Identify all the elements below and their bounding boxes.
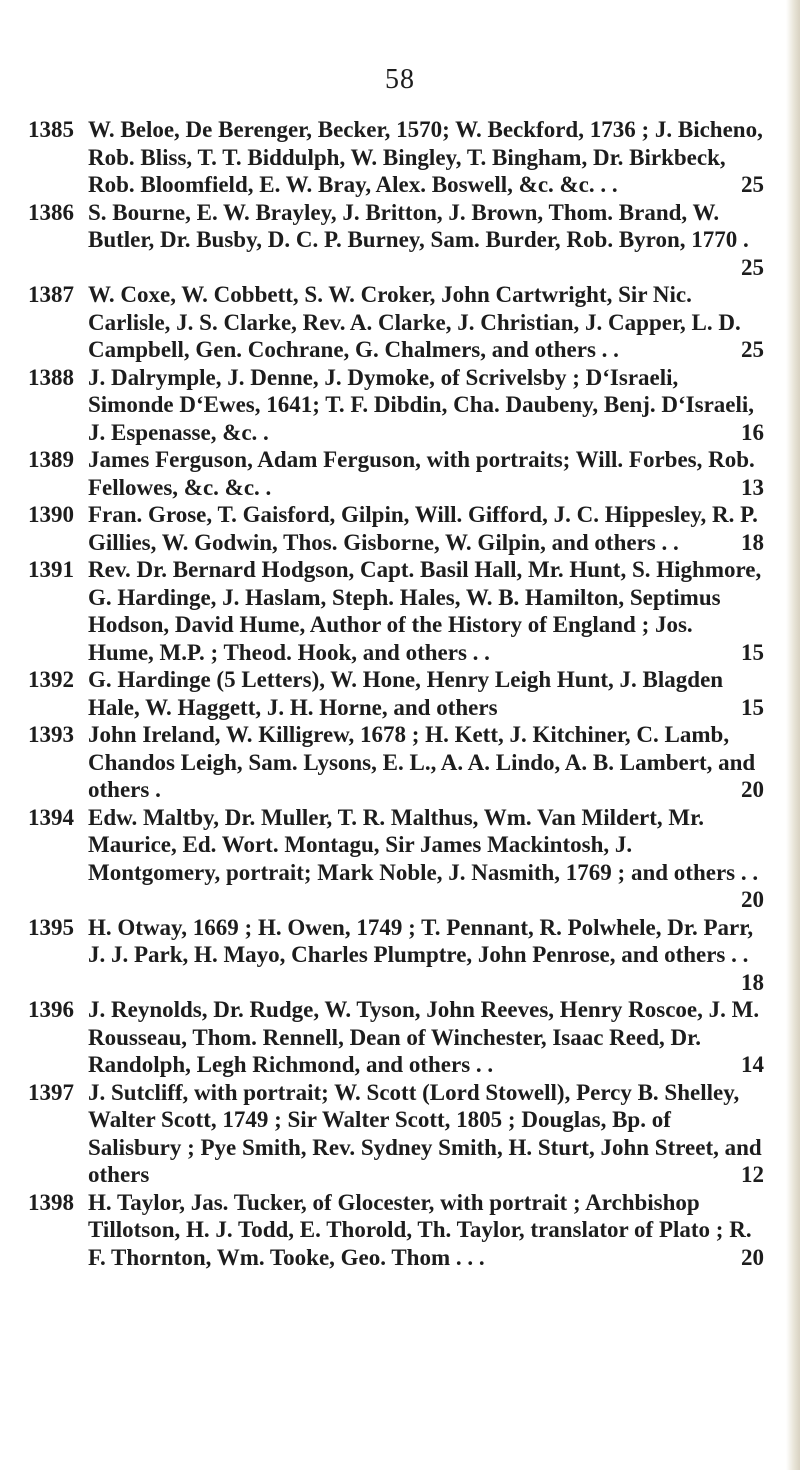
lot-description: S. Bourne, E. W. Brayley, J. Britton, J. Brown, Thom. Brand, W. Butler, Dr. Busby, D. C. P. Burney, Sam. Burder, Rob. Byron, 1770 . bbox=[88, 199, 749, 252]
lot-number: 1394 bbox=[28, 804, 74, 830]
lot-description: J. Reynolds, Dr. Rudge, W. Tyson, John Reeves, Henry Roscoe, J. M. Rousseau, Thom. Rennell, Dean of Winchester, Isaac Reed, Dr. Randolph, Legh Richmond, and others . . bbox=[88, 997, 760, 1077]
lot-description: John Ireland, W. Killigrew, 1678 ; H. Kett, J. Kitchiner, C. Lamb, Chandos Leigh, Sam. Lysons, E. L., A. A. Lindo, A. B. Lambert, and others . bbox=[88, 722, 756, 802]
lot-price: 25 bbox=[741, 337, 764, 362]
page-edge bbox=[786, 0, 800, 1470]
lot-entry bbox=[28, 1189, 764, 1272]
lot-price: 20 bbox=[741, 1244, 764, 1270]
lot-price: 20 bbox=[741, 777, 764, 802]
lot-price: 16 bbox=[741, 419, 764, 445]
lot-number: 1396 bbox=[28, 997, 74, 1022]
lot-entry bbox=[28, 1079, 764, 1189]
lot-entry bbox=[28, 804, 764, 914]
lot-entry bbox=[28, 199, 764, 282]
lot-description: W. Coxe, W. Cobbett, S. W. Croker, John Cartwright, Sir Nic. Carlisle, J. S. Clarke, Rev. A. Clarke, J. Christian, J. Capper, L. D. Campbell, Gen. Cochrane, G. Chalmers, and others . . bbox=[88, 282, 741, 362]
lot-entry bbox=[28, 914, 764, 997]
lot-price: 18 bbox=[741, 969, 764, 995]
lot-entry bbox=[28, 281, 764, 364]
lot-price: 14 bbox=[741, 1052, 764, 1077]
lot-price: 25 bbox=[741, 172, 764, 197]
lot-description: Rev. Dr. Bernard Hodgson, Capt. Basil Hall, Mr. Hunt, S. Highmore, G. Hardinge, J. Haslam, Steph. Hales, W. B. Hamilton, Septimus Hodson, David Hume, Author of the History of England ; Jos. Hume, M.P. ; Theod. Hook, and others . . bbox=[88, 557, 762, 665]
lot-description: H. Otway, 1669 ; H. Owen, 1749 ; T. Pennant, R. Polwhele, Dr. Parr, J. J. Park, H. Mayo, Charles Plumptre, John Penrose, and others . . bbox=[88, 914, 754, 967]
lot-price: 25 bbox=[741, 254, 764, 280]
lot-price: 20 bbox=[741, 887, 764, 912]
lot-description: Fran. Grose, T. Gaisford, Gilpin, Will. Gifford, J. C. Hippesley, R. P. Gillies, W. Godwin, Thos. Gisborne, W. Gilpin, and others . . bbox=[88, 502, 758, 555]
lot-entry bbox=[28, 501, 764, 556]
lot-number: 1398 bbox=[28, 1189, 74, 1215]
lot-description: James Ferguson, Adam Ferguson, with portraits; Will. Forbes, Rob. Fellowes, &c. &c. . bbox=[88, 447, 755, 500]
lot-number: 1387 bbox=[28, 282, 74, 307]
lot-entry bbox=[28, 556, 764, 666]
lot-entry bbox=[28, 446, 764, 501]
lot-number: 1389 bbox=[28, 447, 74, 472]
page-number: 58 bbox=[385, 64, 415, 95]
lot-description: J. Sutcliff, with portrait; W. Scott (Lord Stowell), Percy B. Shelley, Walter Scott, 1749 ; Sir Walter Scott, 1805 ; Douglas, Bp. of Salisbury ; Pye Smith, Rev. Sydney Smith, H. Sturt, John Street, and others bbox=[88, 1079, 762, 1187]
lot-number: 1388 bbox=[28, 364, 74, 390]
lot-price: 12 bbox=[741, 1162, 764, 1187]
lot-description: Edw. Maltby, Dr. Muller, T. R. Malthus, Wm. Van Mildert, Mr. Maurice, Ed. Wort. Montagu, Sir James Mackintosh, J. Montgomery, portrait; Mark Noble, J. Nasmith, 1769 ; and others . . bbox=[88, 804, 759, 885]
lot-number: 1391 bbox=[28, 557, 74, 582]
lot-number: 1397 bbox=[28, 1079, 74, 1105]
lot-entry bbox=[28, 116, 764, 199]
lot-price: 15 bbox=[741, 694, 764, 720]
lot-description: J. Dalrymple, J. Denne, J. Dymoke, of Scrivelsby ; D‘Israeli, Simonde D‘Ewes, 1641; T. F. Dibdin, Cha. Daubeny, Benj. D‘Israeli, J. Espenasse, &c. . bbox=[88, 364, 755, 445]
lot-number: 1386 bbox=[28, 199, 74, 225]
lot-price: 18 bbox=[741, 529, 764, 555]
lot-number: 1385 bbox=[28, 117, 74, 142]
lot-price: 15 bbox=[741, 639, 764, 665]
lot-description: H. Taylor, Jas. Tucker, of Glocester, with portrait ; Archbishop Tillotson, H. J. Todd, E. Thorold, Th. Taylor, translator of Plato ; R. F. Thornton, Wm. Tooke, Geo. Thom . . . bbox=[88, 1189, 752, 1270]
lot-description: W. Beloe, De Berenger, Becker, 1570; W. Beckford, 1736 ; J. Bicheno, Rob. Bliss, T. T. Biddulph, W. Bingley, T. Bingham, Dr. Birkbeck, Rob. Bloomfield, E. W. Bray, Alex. Boswell, &c. &c. . . bbox=[88, 117, 763, 197]
lot-number: 1392 bbox=[28, 667, 74, 692]
lot-description: G. Hardinge (5 Letters), W. Hone, Henry Leigh Hunt, J. Blagden Hale, W. Haggett, J. H. Horne, and others bbox=[88, 667, 724, 720]
lot-entry bbox=[28, 666, 764, 721]
lot-entry bbox=[28, 721, 764, 804]
lot-entry bbox=[28, 996, 764, 1079]
lot-entry bbox=[28, 364, 764, 447]
lot-price: 13 bbox=[741, 474, 764, 500]
lot-number: 1390 bbox=[28, 502, 74, 527]
lot-list bbox=[28, 116, 764, 1271]
lot-number: 1395 bbox=[28, 914, 74, 940]
lot-number: 1393 bbox=[28, 722, 74, 747]
